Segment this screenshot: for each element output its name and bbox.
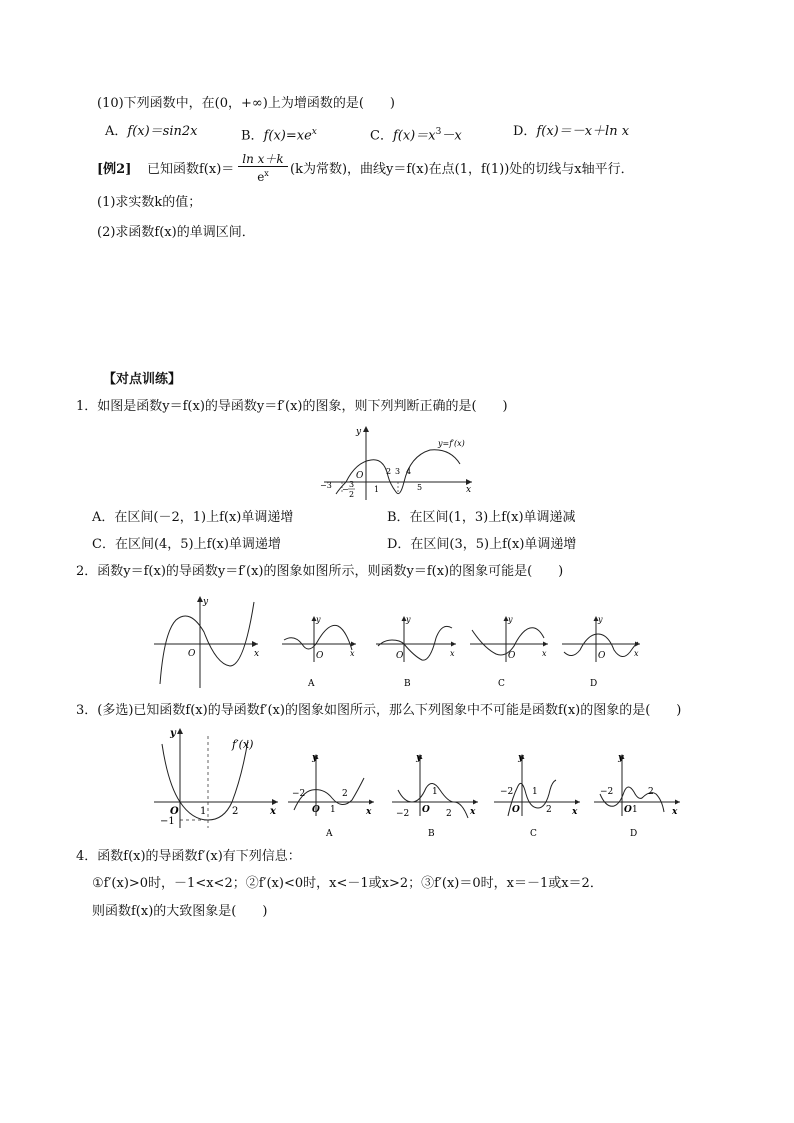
svg-text:y: y — [406, 615, 411, 624]
svg-text:y: y — [518, 753, 524, 763]
svg-text:O: O — [422, 805, 430, 815]
svg-text:y: y — [508, 615, 513, 624]
q2-choice-a-graph[interactable] — [280, 614, 358, 690]
choice-letter: B — [404, 679, 411, 689]
q10-option-d[interactable]: D．f(x)＝－x＋ln x — [513, 124, 630, 139]
svg-text:1: 1 — [632, 805, 638, 815]
svg-text:x: x — [366, 807, 372, 817]
svg-text:O: O — [316, 651, 324, 661]
q3-choice-d-graph[interactable] — [592, 750, 684, 840]
svg-text:x: x — [572, 807, 578, 817]
tick-label: 2 — [349, 490, 355, 499]
q3-choice-b-graph[interactable] — [390, 750, 482, 840]
q2-stem: 2．函数y＝f(x)的导函数y＝f′(x)的图象如图所示，则函数y＝f(x)的图象可能是( ) — [76, 564, 564, 579]
choice-letter: A — [326, 829, 333, 839]
svg-text:O: O — [598, 651, 606, 661]
q3-choice-c-graph[interactable] — [492, 750, 584, 840]
example2-sub1: (1)求实数k的值； — [97, 195, 202, 210]
choice-letter: B — [428, 829, 435, 839]
choice-letter: C — [530, 829, 537, 839]
tick-label: 3 — [349, 480, 355, 489]
svg-text:O: O — [312, 805, 320, 815]
q4-ask: 则函数f(x)的大致图象是( ) — [92, 904, 268, 919]
q2-choice-c-graph[interactable] — [468, 614, 550, 690]
svg-text:y: y — [618, 753, 624, 763]
curve-label: f′(x) — [232, 738, 254, 751]
example2-tail: (k为常数)，曲线y＝f(x)在点(1，f(1))处的切线与x轴平行． — [290, 162, 634, 177]
q3-derivative-graph — [150, 724, 282, 830]
tick-label: 4 — [406, 467, 412, 476]
q1-option-c[interactable]: C．在区间(4，5)上f(x)单调递增 — [92, 537, 281, 552]
x-label: x — [270, 806, 276, 817]
choice-letter: D — [590, 679, 598, 689]
tick-label: −1 — [160, 816, 175, 827]
q3-choice-a-graph[interactable] — [286, 750, 378, 840]
tick-label: 3 — [395, 467, 401, 476]
svg-text:O: O — [512, 805, 520, 815]
svg-text:x: x — [542, 649, 547, 658]
svg-text:2: 2 — [446, 809, 452, 819]
y-axis-arrow — [177, 728, 183, 734]
svg-text:x: x — [450, 649, 455, 658]
q1-stem: 1．如图是函数y＝f(x)的导函数y＝f′(x)的图象，则下列判断正确的是( ) — [76, 399, 508, 414]
example2-tag: [例2] — [97, 162, 132, 177]
choice-letter: A — [308, 679, 315, 689]
q2-choice-b-graph[interactable] — [374, 614, 458, 690]
example2-sub2: (2)求函数f(x)的单调区间． — [97, 225, 255, 240]
choice-letter: C — [498, 679, 505, 689]
q10-option-a[interactable]: A．f(x)＝sin2x — [105, 124, 198, 139]
x-label: x — [254, 649, 260, 659]
q1-derivative-graph — [316, 422, 480, 502]
q4-info: ①f′(x)>0时，－1<x<2；②f′(x)<0时，x<－1或x>2；③f′(x)＝0时，x＝－1或x＝2． — [92, 876, 603, 891]
svg-text:y: y — [312, 753, 318, 763]
tick-label: 2 — [232, 806, 239, 817]
svg-text:2: 2 — [342, 789, 348, 799]
q10-option-c[interactable]: C．$f(x)=x^3-x$ — [370, 127, 462, 144]
x-axis-arrow — [252, 641, 258, 647]
example2-fraction — [238, 152, 288, 184]
fraction-numerator: ln x＋k — [238, 152, 288, 167]
example2-lead: 已知函数f(x)＝ — [147, 162, 235, 177]
svg-text:−2: −2 — [500, 787, 514, 797]
svg-text:−2: −2 — [396, 809, 410, 819]
tick-label: 2 — [386, 467, 392, 476]
q2-derivative-graph — [150, 592, 262, 690]
svg-text:1: 1 — [532, 787, 538, 797]
y-axis-arrow — [363, 426, 369, 432]
svg-text:x: x — [470, 807, 476, 817]
y-label: y — [356, 427, 362, 437]
svg-text:x: x — [350, 649, 355, 658]
svg-text:x: x — [634, 649, 639, 658]
svg-text:1: 1 — [432, 787, 438, 797]
q2-choice-d-graph[interactable] — [560, 614, 642, 690]
tick-label: 1 — [200, 806, 207, 817]
fraction-denominator: $e^x$ — [257, 169, 269, 184]
svg-text:y: y — [416, 753, 422, 763]
y-label: y — [203, 597, 209, 607]
q4-stem: 4．函数f(x)的导函数f′(x)有下列信息： — [76, 849, 301, 864]
choice-letter: D — [630, 829, 638, 839]
svg-text:y: y — [598, 615, 603, 624]
svg-text:O: O — [396, 651, 404, 661]
svg-text:−2: −2 — [600, 787, 614, 797]
svg-text:−2: −2 — [292, 789, 306, 799]
q10-option-b[interactable]: B．$f(x)=xe^x$ — [241, 127, 317, 144]
tick-label: − — [342, 485, 349, 494]
svg-text:y: y — [316, 615, 321, 624]
origin-label: O — [188, 649, 196, 659]
tick-label: 5 — [417, 483, 423, 492]
svg-text:O: O — [624, 805, 632, 815]
derivative-curve — [160, 602, 254, 684]
curve-label: y=f′(x) — [438, 439, 465, 448]
practice-heading: 【对点训练】 — [103, 372, 182, 387]
tick-label: 1 — [374, 485, 380, 494]
svg-text:x: x — [672, 807, 678, 817]
svg-text:O: O — [508, 651, 516, 661]
q1-option-b[interactable]: B．在区间(1，3)上f(x)单调递减 — [387, 510, 576, 525]
origin-label: O — [170, 806, 179, 817]
x-axis-arrow — [272, 799, 278, 805]
svg-text:2: 2 — [546, 805, 552, 815]
y-label: y — [170, 728, 176, 739]
q1-option-d[interactable]: D．在区间(3，5)上f(x)单调递增 — [387, 537, 577, 552]
tick-label: −3 — [320, 481, 332, 490]
q3-stem: 3．(多选)已知函数f(x)的导函数f′(x)的图象如图所示，那么下列图象中不可能是函数f(x)的图象的是( ) — [76, 703, 682, 718]
x-label: x — [466, 485, 472, 495]
origin-label: O — [356, 471, 364, 481]
q10-stem: (10)下列函数中，在(0，+∞)上为增函数的是( ) — [97, 96, 395, 111]
svg-text:1: 1 — [330, 805, 336, 815]
svg-text:2: 2 — [648, 787, 654, 797]
q1-option-a[interactable]: A．在区间(－2，1)上f(x)单调递增 — [92, 510, 294, 525]
